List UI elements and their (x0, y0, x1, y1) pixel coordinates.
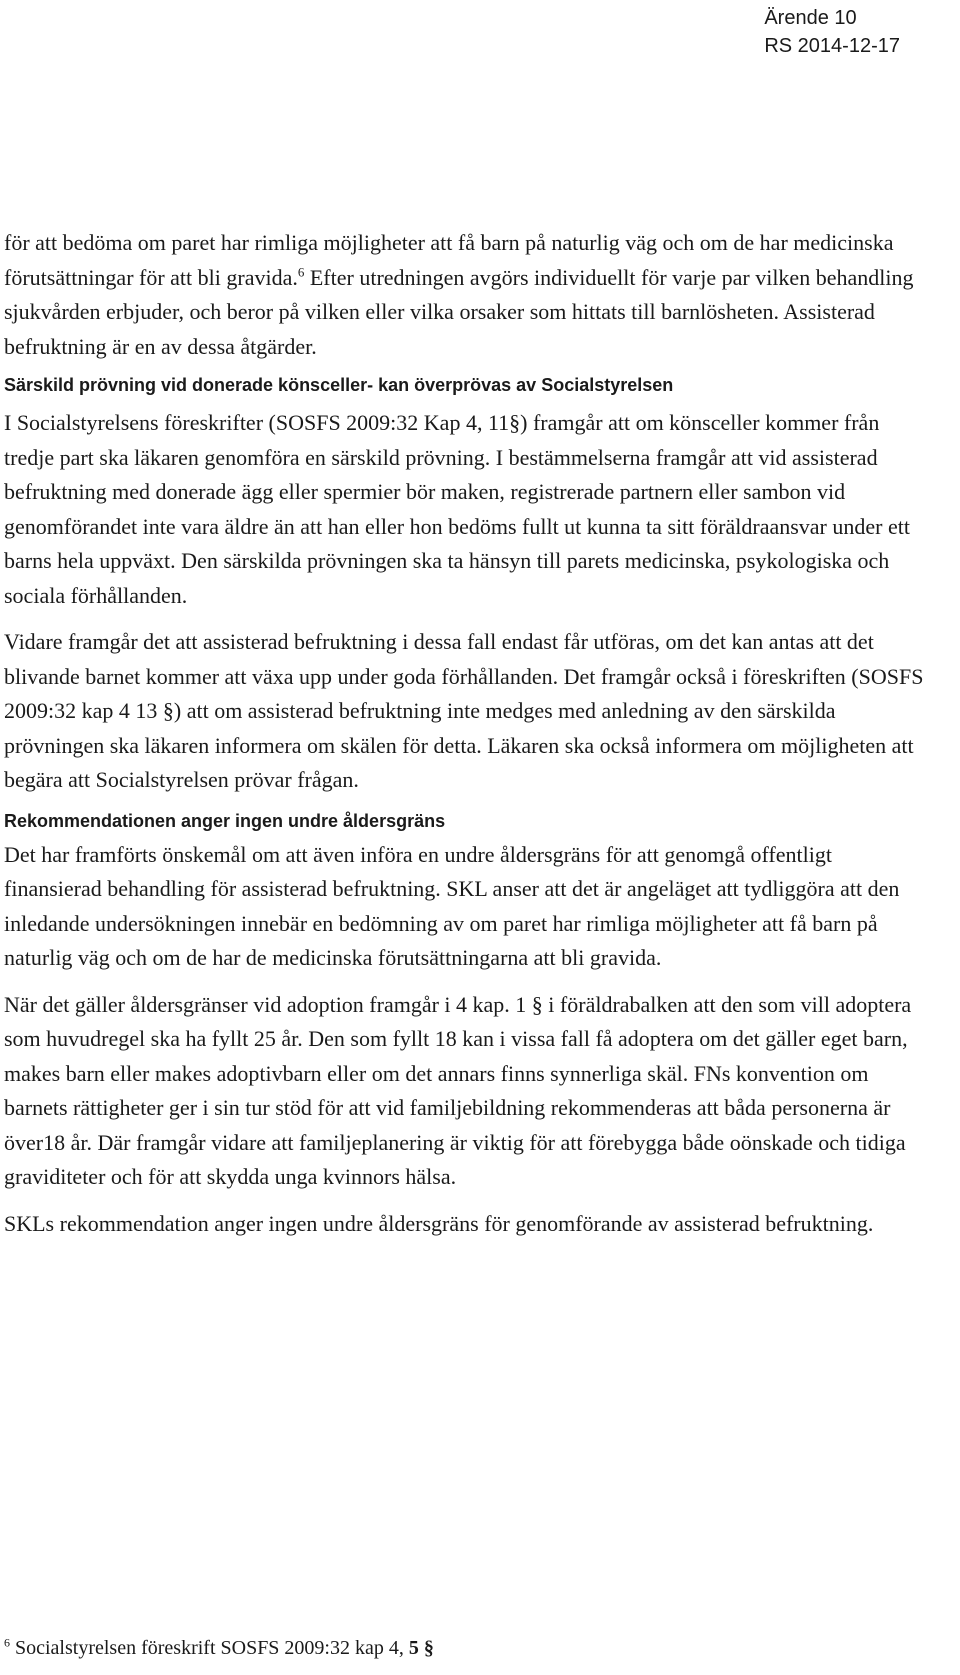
paragraph-further-provisions: Vidare framgår det att assisterad befruktning i dessa fall endast får utföras, om det kan antas att det blivande barnet kommer att växa upp under goda förhållanden. Det framgår också i föreskriften (SOSFS 2009:32 kap 4 13 §) att om assisterad befruktning inte medges med anledning av den särskilda prövningen ska läkaren informera om skälen för detta. Läkaren ska också informera om möjligheten att begära att Socialstyrelsen prövar frågan. (4, 629, 924, 792)
paragraph-intro-text-a: för att bedöma om paret har rimliga möjligheter att få barn på naturlig väg och om de har medicinska förutsättningar för att bli gravida. (4, 230, 894, 290)
paragraph-adoption-age: När det gäller åldersgränser vid adoption framgår i 4 kap. 1 § i föräldrabalken att den som vill adoptera som huvudregel ska ha fyllt 25 år. Den som fyllt 18 kan i vissa fall få adoptera om det gäller eget barn, makes barn eller makes adoptivbarn eller om det annars finns synnerliga skäl. FNs konvention om barnets rättigheter ger i sin tur stöd för att vid familjebildning rekommenderas att båda personerna är över18 år. Där framgår vidare att familjeplanering är viktig för att förebygga både oönskade och tidiga graviditeter och för att skydda unga kvinnors hälsa. (4, 991, 912, 1189)
paragraph-skl-recommendation: SKLs rekommendation anger ingen undre åldersgräns för genomförande av assisterad befruktning. (4, 1210, 874, 1236)
case-number: Ärende 10 (764, 7, 857, 29)
footnote-text: Socialstyrelsen föreskrift SOSFS 2009:32 kap 4, (10, 1637, 409, 1659)
paragraph-intro-text-b: Efter utredningen avgörs individuellt för varje par vilken behandling sjukvården erbjuder, och beror på vilken eller vilka orsaker som hittats till barnlösheten. Assisterad befruktning är en av dessa åtgärder. (4, 264, 914, 359)
page-header (764, 4, 900, 60)
footnote-marker: 6 (4, 1635, 10, 1650)
paragraph-intro (4, 226, 924, 364)
footnote (4, 1634, 904, 1662)
footnote-reference: 6 (297, 264, 305, 280)
paragraph-lower-age-limit: Det har framförts önskemål om att även införa en undre åldersgräns för att genomgå offentligt finansierad behandling för assisterad befruktning. SKL anser att det är angeläget att tydliggöra att den inledande undersökningen innebär en bedömning av om paret har rimliga möjligheter att få barn på naturlig väg och om de har de medicinska förutsättningarna att bli gravida. (4, 841, 900, 970)
section-heading-age-limit: Rekommendationen anger ingen undre åldersgräns (4, 810, 446, 831)
paragraph-special-review: I Socialstyrelsens föreskrifter (SOSFS 2009:32 Kap 4, 11§) framgår att om könsceller kommer från tredje part ska läkaren genomföra en särskild prövning. I bestämmelserna framgår att vid assisterad befruktning med donerade ägg eller spermier bör maken, registrerade partnern eller sambon vid genomförandet inte vara äldre än att han eller hon bedöms fullt ut kunna ta sitt föräldraansvar under ett barns hela uppväxt. Den särskilda prövningen ska ta hänsyn till parets medicinska, psykologiska och sociala förhållanden. (4, 410, 910, 608)
document-body (4, 226, 924, 1241)
section-heading-donated-gametes: Särskild prövning vid donerade könsceller- kan överprövas av Socialstyrelsen (4, 375, 674, 395)
meeting-date: RS 2014-12-17 (764, 35, 900, 57)
footnote-paragraph-ref: 5 § (408, 1637, 434, 1659)
